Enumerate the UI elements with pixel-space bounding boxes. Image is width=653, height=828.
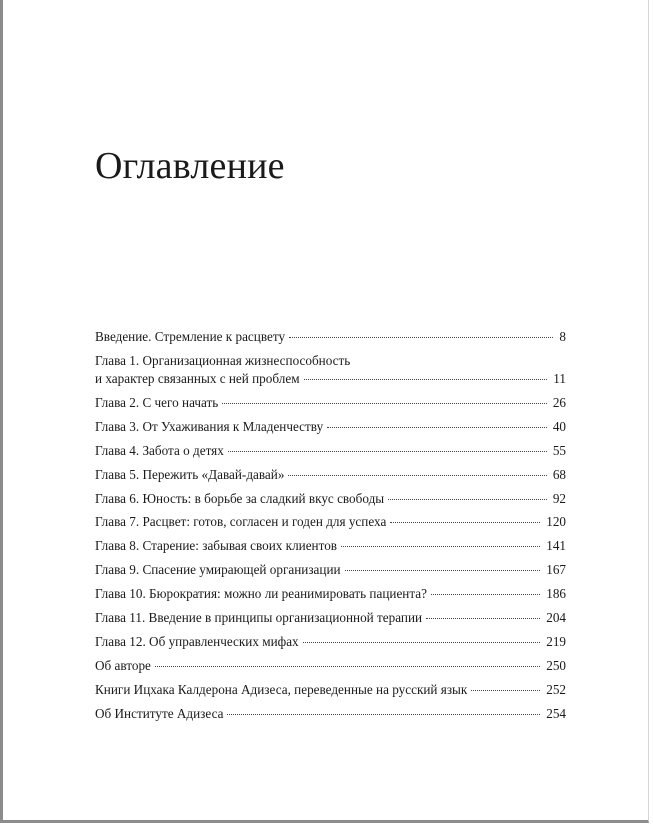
toc-entry-title-line-2: и характер связанных с ней проблем xyxy=(95,370,300,386)
toc-entry-chapter-7[interactable] xyxy=(95,513,566,531)
toc-entry-title: Книги Ицхака Калдерона Адизеса, переведенные на русский язык xyxy=(95,682,468,698)
toc-entry-title: Об Институте Адизеса xyxy=(95,706,224,722)
toc-page-number: 254 xyxy=(546,706,566,722)
toc-page-number: 167 xyxy=(546,562,566,578)
toc-entry-title: Глава 4. Забота о детях xyxy=(95,442,224,458)
dot-leader xyxy=(155,666,540,667)
toc-entry-about-institute[interactable] xyxy=(95,705,566,723)
dot-leader xyxy=(431,594,540,595)
toc-page-number: 92 xyxy=(552,490,566,506)
toc-entry-title: Глава 10. Бюрократия: можно ли реанимировать пациента? xyxy=(95,586,427,602)
toc-entry-title: Глава 12. Об управленческих мифах xyxy=(95,634,299,650)
dot-leader xyxy=(289,337,553,338)
toc-entry-chapter-10[interactable] xyxy=(95,585,566,603)
toc-entry-about-author[interactable] xyxy=(95,657,566,675)
dot-leader xyxy=(304,379,548,380)
toc-entry-chapter-11[interactable] xyxy=(95,609,566,627)
dot-leader xyxy=(388,499,547,500)
toc-page-number: 250 xyxy=(546,658,566,674)
toc-page-number: 252 xyxy=(546,682,566,698)
toc-entry-title: Глава 2. С чего начать xyxy=(95,394,219,410)
dot-leader xyxy=(426,618,540,619)
toc-entry-title: Глава 6. Юность: в борьбе за сладкий вкус свободы xyxy=(95,490,385,506)
toc-entry-chapter-9[interactable] xyxy=(95,561,566,579)
toc-page-number: 204 xyxy=(546,610,566,626)
dot-leader xyxy=(471,690,540,691)
dot-leader xyxy=(303,642,541,643)
dot-leader xyxy=(228,451,547,452)
dot-leader xyxy=(327,427,547,428)
toc-page-number: 141 xyxy=(546,538,566,554)
toc-page-number: 55 xyxy=(552,442,566,458)
toc-page-number: 8 xyxy=(559,329,566,344)
toc-page-number: 219 xyxy=(546,634,566,650)
toc-entry-title: Глава 3. От Ухаживания к Младенчеству xyxy=(95,418,324,434)
toc-entry-introduction[interactable] xyxy=(95,328,566,346)
toc-entry-title: Введение. Стремление к расцвету xyxy=(95,329,286,344)
toc-page-number: 11 xyxy=(553,370,566,386)
dot-leader xyxy=(390,522,540,523)
toc-entry-title: Глава 8. Старение: забывая своих клиентов xyxy=(95,538,338,554)
toc-entry-title: Глава 9. Спасение умирающей организации xyxy=(95,562,341,578)
toc-page-number: 26 xyxy=(552,394,566,410)
toc-entry-title: Глава 5. Пережить «Давай-давай» xyxy=(95,466,285,482)
toc-entry-books-translated[interactable] xyxy=(95,681,566,699)
toc-entry-chapter-2[interactable] xyxy=(95,394,566,412)
toc-entry-chapter-4[interactable] xyxy=(95,442,566,460)
toc-entry-chapter-12[interactable] xyxy=(95,633,566,651)
toc-entry-title-line-1: Глава 1. Организационная жизнеспособность xyxy=(95,352,351,368)
page-title: Оглавление xyxy=(95,145,285,187)
dot-leader xyxy=(288,475,546,476)
toc-page-number: 120 xyxy=(546,514,566,530)
dot-leader xyxy=(345,570,541,571)
toc-entry-title: Глава 7. Расцвет: готов, согласен и годен для успеха xyxy=(95,514,387,530)
dot-leader xyxy=(227,714,540,715)
toc-entry-title: Глава 11. Введение в принципы организационной терапии xyxy=(95,610,423,626)
toc-entry-chapter-5[interactable] xyxy=(95,466,566,484)
toc-entry-title: Об авторе xyxy=(95,658,151,674)
toc-entry-chapter-8[interactable] xyxy=(95,537,566,555)
toc-entry-chapter-1[interactable] xyxy=(95,352,566,387)
toc-entry-chapter-3[interactable] xyxy=(95,418,566,436)
table-of-contents xyxy=(95,328,566,729)
toc-page-number: 186 xyxy=(546,586,566,602)
toc-entry-chapter-6[interactable] xyxy=(95,490,566,508)
toc-page-number: 68 xyxy=(552,466,566,482)
toc-page-number: 40 xyxy=(552,418,566,434)
dot-leader xyxy=(222,403,547,404)
dot-leader xyxy=(341,546,540,547)
